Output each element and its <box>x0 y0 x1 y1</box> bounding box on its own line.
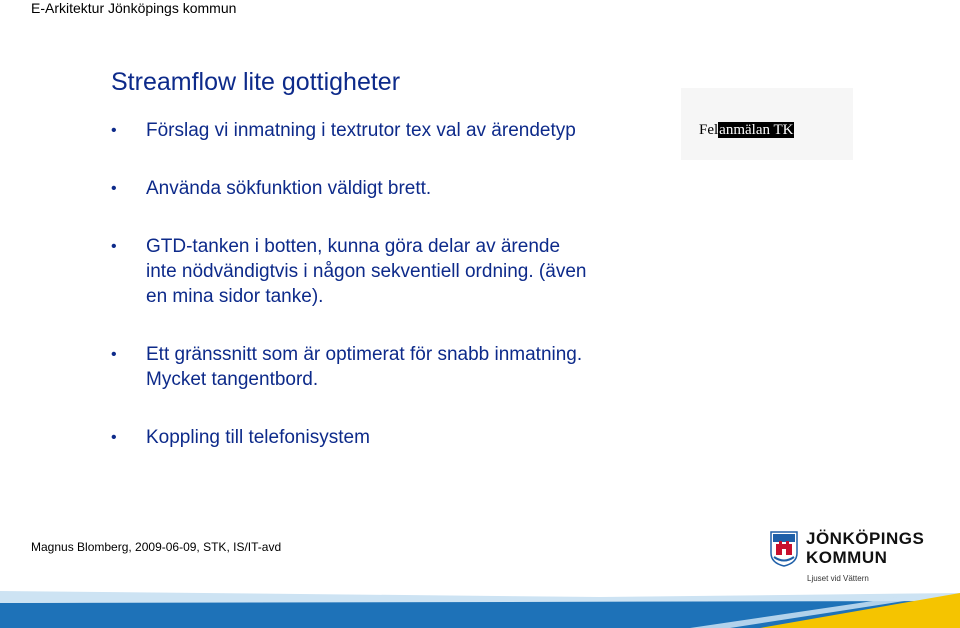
footer-text: Magnus Blomberg, 2009-06-09, STK, IS/IT-avd <box>31 540 282 554</box>
bullet-list <box>111 118 591 450</box>
bullet-item <box>111 342 591 392</box>
felanmalan-part2: anmälan TK <box>719 122 794 138</box>
logo-name-line2: KOMMUN <box>806 548 888 567</box>
bullet-item <box>111 425 591 450</box>
logo-name-line1: JÖNKÖPINGS <box>806 529 925 548</box>
bullet-symbol: • <box>111 238 117 255</box>
bullet-symbol: • <box>111 346 117 363</box>
bullet-text: GTD-tanken i botten, kunna göra delar av ärende inte nödvändigtvis i någon sekventiell ordning. (även en mina sidor tanke). <box>146 236 587 307</box>
bullet-text: Använda sökfunktion väldigt brett. <box>146 178 432 199</box>
bullet-symbol: • <box>111 429 117 446</box>
bullet-item <box>111 234 591 309</box>
municipality-logo <box>770 529 940 587</box>
bullet-symbol: • <box>111 180 117 197</box>
bullet-item <box>111 118 591 143</box>
footer-decorative-band <box>0 591 960 628</box>
logo-tagline: Ljuset vid Vättern <box>807 574 869 583</box>
bullet-text: Koppling till telefonisystem <box>146 427 370 448</box>
bullet-text: Förslag vi inmatning i textrutor tex val av ärendetyp <box>146 120 576 141</box>
slide-title: Streamflow lite gottigheter <box>111 68 401 96</box>
felanmalan-part1: Fel <box>699 122 719 138</box>
bullet-item <box>111 176 591 201</box>
bullet-symbol: • <box>111 122 117 139</box>
bullet-text: Ett gränssnitt som är optimerat för snabb inmatning. Mycket tangentbord. <box>146 344 583 390</box>
coat-of-arms-icon <box>770 531 798 567</box>
header-label: E-Arkitektur Jönköpings kommun <box>31 0 237 16</box>
felanmalan-label <box>699 121 794 139</box>
